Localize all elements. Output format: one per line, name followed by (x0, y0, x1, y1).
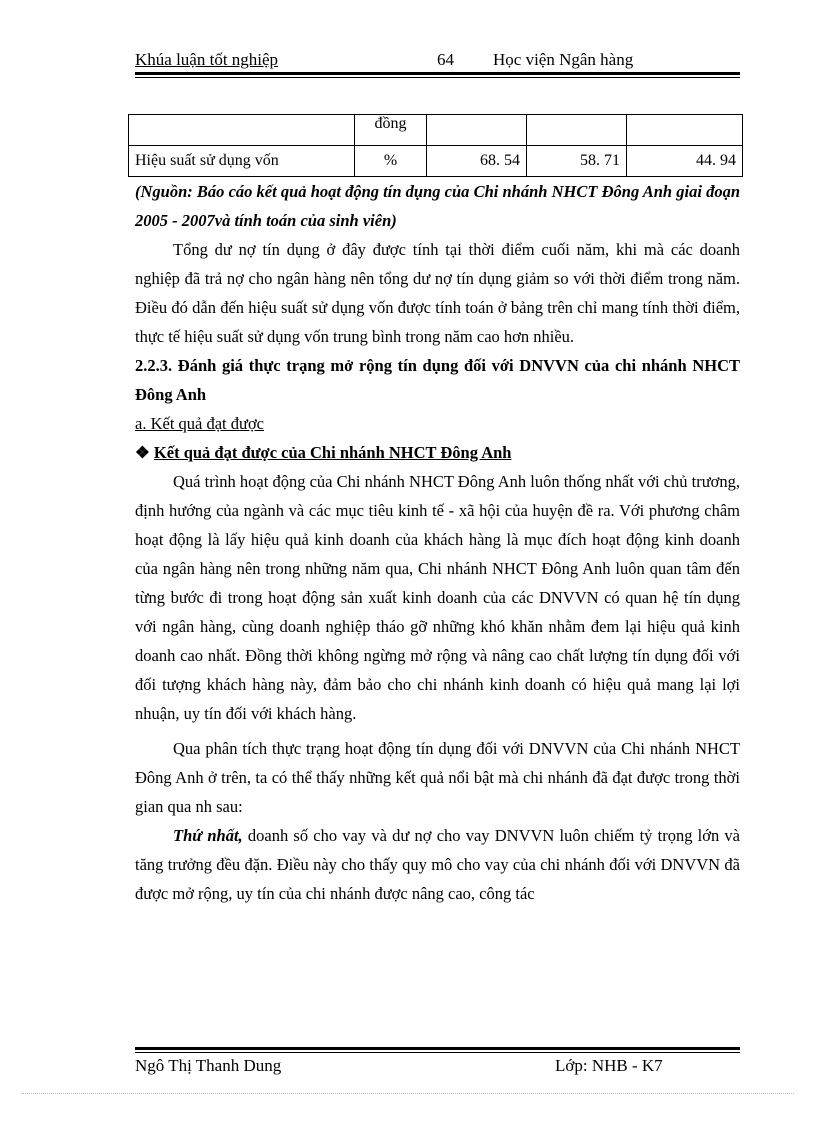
paragraph-2: Quá trình hoạt động của Chi nhánh NHCT Đông Anh luôn thống nhất với chủ trương, định hướng của ngành và các mục tiêu kinh tế - xã hội của huyện đề ra. Với phương châm hoạt động là lấy hiệu quả kinh doanh của khách hàng là mục đích hoạt động kinh doanh của ngân hàng nên trong những năm qua, Chi nhánh NHCT Đông Anh luôn quan tâm đến từng bước đi trong hoạt động sản xuất kinh doanh của các DNVVN có quan hệ tín dụng với ngân hàng, cùng doanh nghiệp tháo gỡ những khó khăn nhằm đem lại hiệu quả kinh doanh cao nhất. Đồng thời không ngừng mở rộng và nâng cao chất lượng tín dụng đối với đối tượng khách hàng này, đảm bảo cho chi nhánh kinh doanh có hiệu quả mang lại lợi nhuận, uy tín đối với khách hàng. (135, 472, 740, 723)
page-footer (135, 1055, 740, 1077)
section-heading: 2.2.3. Đánh giá thực trạng mở rộng tín dụng đối với DNVVN của chi nhánh NHCT Đông Anh (135, 356, 740, 404)
table-cell: 68. 54 (427, 146, 527, 177)
table-cell: Hiệu suất sử dụng vốn (129, 146, 355, 177)
source-note: (Nguồn: Báo cáo kết quả hoạt động tín dụng của Chi nhánh NHCT Đông Anh giai đoạn 2005 - 2007và tính toán của sinh viên) (135, 182, 740, 230)
table-cell (129, 115, 355, 146)
table-cell (427, 115, 527, 146)
page-number: 64 (437, 50, 454, 69)
table-cell: 44. 94 (627, 146, 743, 177)
subheading-wrap (135, 409, 740, 438)
footer-class: Lớp: NHB - K7 (555, 1056, 663, 1075)
diamond-bullet-icon: ❖ (135, 443, 150, 462)
table-cell: % (355, 146, 427, 177)
footer-rule-thick (135, 1047, 740, 1050)
header-rule-thick (135, 72, 740, 75)
paragraph-4 (135, 821, 740, 908)
footer-rule-thin (135, 1052, 740, 1053)
data-table (128, 114, 743, 177)
table-cell (527, 115, 627, 146)
header-institution: Học viện Ngân hàng (493, 50, 634, 69)
page-header (135, 49, 740, 71)
page-bottom-divider (22, 1093, 794, 1094)
body-text (135, 177, 740, 908)
table-row (129, 146, 743, 177)
paragraph-3: Qua phân tích thực trạng hoạt động tín dụng đối với DNVVN của Chi nhánh NHCT Đông Anh ở trên, ta có thể thấy những kết quả nổi bật mà chi nhánh đã đạt được trong thời gian qua nh sau: (135, 739, 740, 816)
table-cell: 58. 71 (527, 146, 627, 177)
subheading: a. Kết quả đạt được (135, 414, 264, 433)
paragraph-1: Tổng dư nợ tín dụng ở đây được tính tại thời điểm cuối năm, khi mà các doanh nghiệp đã trả nợ cho ngân hàng nên tổng dư nợ tín dụng giảm so với thời điểm trong năm. Điều đó dẫn đến hiệu suất sử dụng vốn được tính toán ở bảng trên chỉ mang tính thời điểm, thực tế hiệu suất sử dụng vốn trung bình trong năm cao hơn nhiều. (135, 240, 740, 346)
paragraph-4-text: doanh số cho vay và dư nợ cho vay DNVVN luôn chiếm tỷ trọng lớn và tăng trưởng đều đặn. Điều này cho thấy quy mô cho vay của chi nhánh đối với DNVVN đã được mở rộng, uy tín của chi nhánh được nâng cao, công tác (135, 826, 741, 903)
table-cell (627, 115, 743, 146)
table-cell: đồng (355, 115, 427, 146)
bullet-heading: Kết quả đạt được của Chi nhánh NHCT Đông Anh (153, 443, 512, 462)
footer-author: Ngô Thị Thanh Dung (135, 1056, 282, 1075)
header-thesis-label: Khúa luận tốt nghiệp (135, 50, 279, 69)
table-row (129, 115, 743, 146)
header-rule-thin (135, 77, 740, 78)
bullet-heading-wrap (135, 438, 740, 467)
paragraph-4-lead: Thứ nhất, (173, 826, 243, 845)
